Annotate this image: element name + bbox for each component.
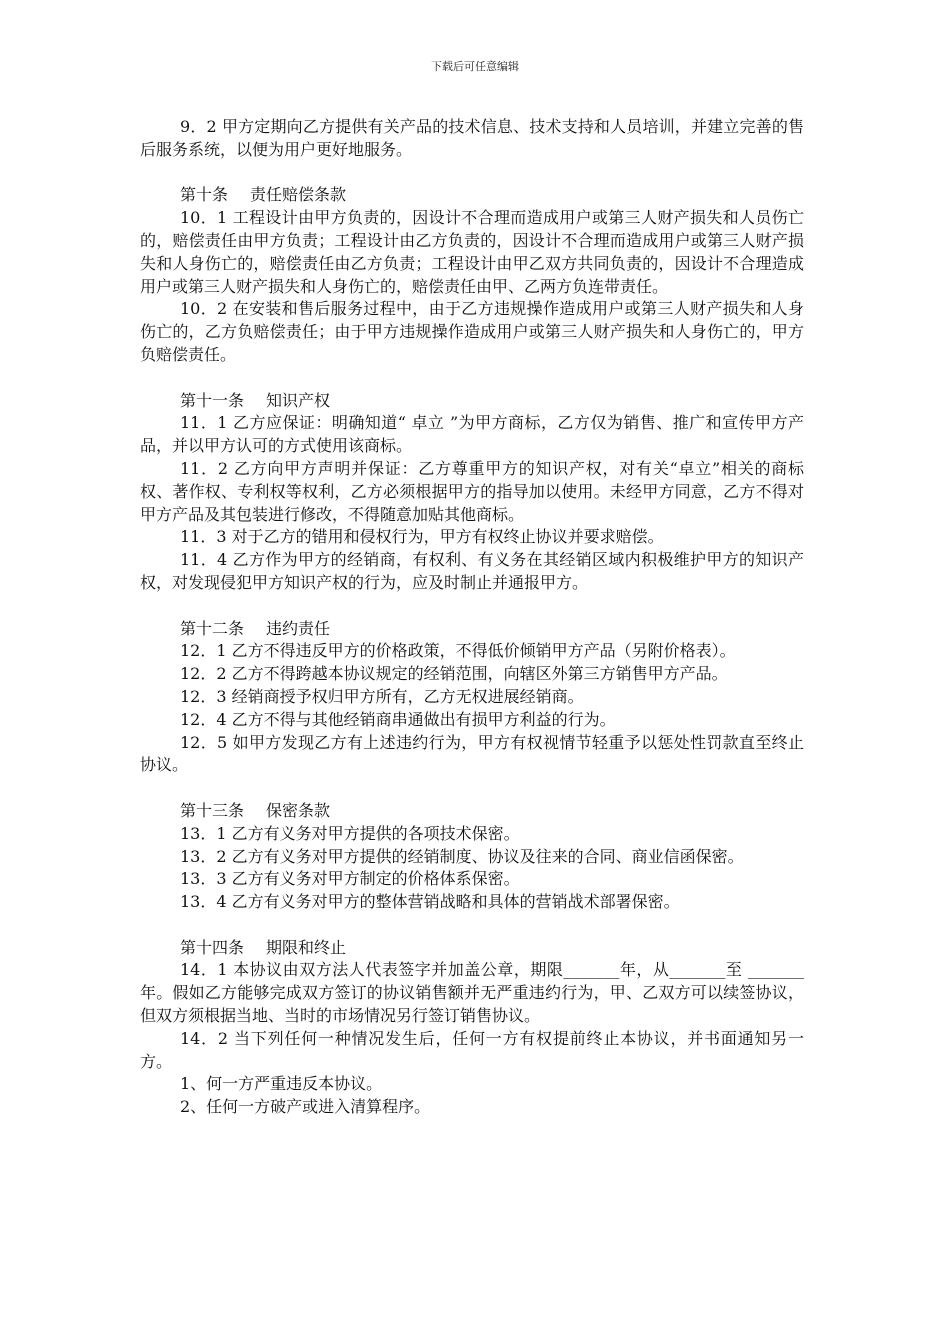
article-number: 第十一条 (180, 390, 245, 410)
article-heading (140, 800, 804, 823)
article-number: 第十四条 (180, 937, 245, 957)
article-heading (140, 937, 804, 960)
article-number: 第十二条 (180, 618, 245, 638)
clause-paragraph: 12．4 乙方不得与其他经销商串通做出有损甲方利益的行为。 (180, 709, 616, 729)
clause-paragraph: 13．3 乙方有义务对甲方制定的价格体系保密。 (180, 869, 520, 889)
clause-paragraph: 13．4 乙方有义务对甲方的整体营销战略和具体的营销战术部署保密。 (180, 892, 680, 912)
article-heading (140, 184, 804, 207)
clause-paragraph: 14．2 当下列任何一种情况发生后，任何一方有权提前终止本协议，并书面通知另一方。 (140, 1028, 804, 1071)
document-body (140, 116, 804, 1119)
clause-paragraph: 10．1 工程设计由甲方负责的，因设计不合理而造成用户或第三人财产损失和人员伤亡的，赔偿责任由甲方负责；工程设计由乙方负责的，因设计不合理而造成用户或第三人财产损失和人身伤亡的，赔偿责任由乙方负责；工程设计由甲乙双方共同负责的，因设计不合理造成用户或第三人财产损失和人身伤亡的，赔偿责任由甲、乙两方负连带责任。 (140, 208, 804, 296)
clause-paragraph: 12．3 经销商授予权归甲方所有，乙方无权进展经销商。 (180, 686, 584, 706)
clause-paragraph: 2、任何一方破产或进入清算程序。 (180, 1097, 431, 1117)
article-title: 期限和终止 (266, 937, 347, 957)
article-number: 第十三条 (180, 800, 245, 820)
clause-paragraph: 11．3 对于乙方的错用和侵权行为，甲方有权终止协议并要求赔偿。 (180, 527, 664, 547)
clause-paragraph: 14．1 本协议由双方法人代表签字并加盖公章，期限_______年，从_______至 _______年。假如乙方能够完成双方签订的协议销售额并无严重违约行为，甲、乙双方可以续签协议，但双方须根据当地、当时的市场情况另行签订销售协议。 (140, 960, 804, 1026)
clause-paragraph: 12．1 乙方不得违反甲方的价格政策，不得低价倾销甲方产品（另附价格表）。 (180, 641, 736, 661)
clause-paragraph: 11．2 乙方向甲方声明并保证：乙方尊重甲方的知识产权，对有关“卓立”相关的商标权、著作权、专利权等权利，乙方必须根据甲方的指导加以使用。未经甲方同意，乙方不得对甲方产品及其包装进行修改，不得随意加贴其他商标。 (140, 458, 804, 524)
article-title: 违约责任 (266, 618, 331, 638)
clause-paragraph: 11．4 乙方作为甲方的经销商，有权利、有义务在其经销区域内积极维护甲方的知识产权，对发现侵犯甲方知识产权的行为，应及时制止并通报甲方。 (140, 550, 804, 592)
article-title: 知识产权 (266, 390, 331, 410)
article-title: 保密条款 (266, 800, 331, 820)
article-heading (140, 618, 804, 641)
article-title: 责任赔偿条款 (250, 185, 347, 205)
article-heading (140, 390, 804, 413)
clause-paragraph: 13．1 乙方有义务对甲方提供的各项技术保密。 (180, 823, 520, 843)
clause-paragraph: 13．2 乙方有义务对甲方提供的经销制度、协议及往来的合同、商业信函保密。 (180, 846, 744, 866)
clause-paragraph: 12．5 如甲方发现乙方有上述违约行为，甲方有权视情节轻重予以惩处性罚款直至终止协议。 (140, 732, 804, 775)
article-number: 第十条 (180, 185, 229, 205)
page-header: 下载后可任意编辑 (431, 60, 519, 73)
clause-paragraph: 10．2 在安装和售后服务过程中，由于乙方违规操作造成用户或第三人财产损失和人身伤亡的，乙方负赔偿责任；由于甲方违规操作造成用户或第三人财产损失和人身伤亡的，甲方负赔偿责任。 (140, 299, 804, 364)
clause-paragraph: 11．1 乙方应保证：明确知道“ 卓立 ”为甲方商标，乙方仅为销售、推广和宣传甲方产品，并以甲方认可的方式使用该商标。 (140, 413, 804, 456)
clause-paragraph: 1、何一方严重违反本协议。 (180, 1074, 383, 1094)
clause-paragraph: 9．2 甲方定期向乙方提供有关产品的技术信息、技术支持和人员培训，并建立完善的售后服务系统，以便为用户更好地服务。 (140, 117, 804, 159)
clause-paragraph: 12．2 乙方不得跨越本协议规定的经销范围，向辖区外第三方销售甲方产品。 (180, 664, 728, 684)
